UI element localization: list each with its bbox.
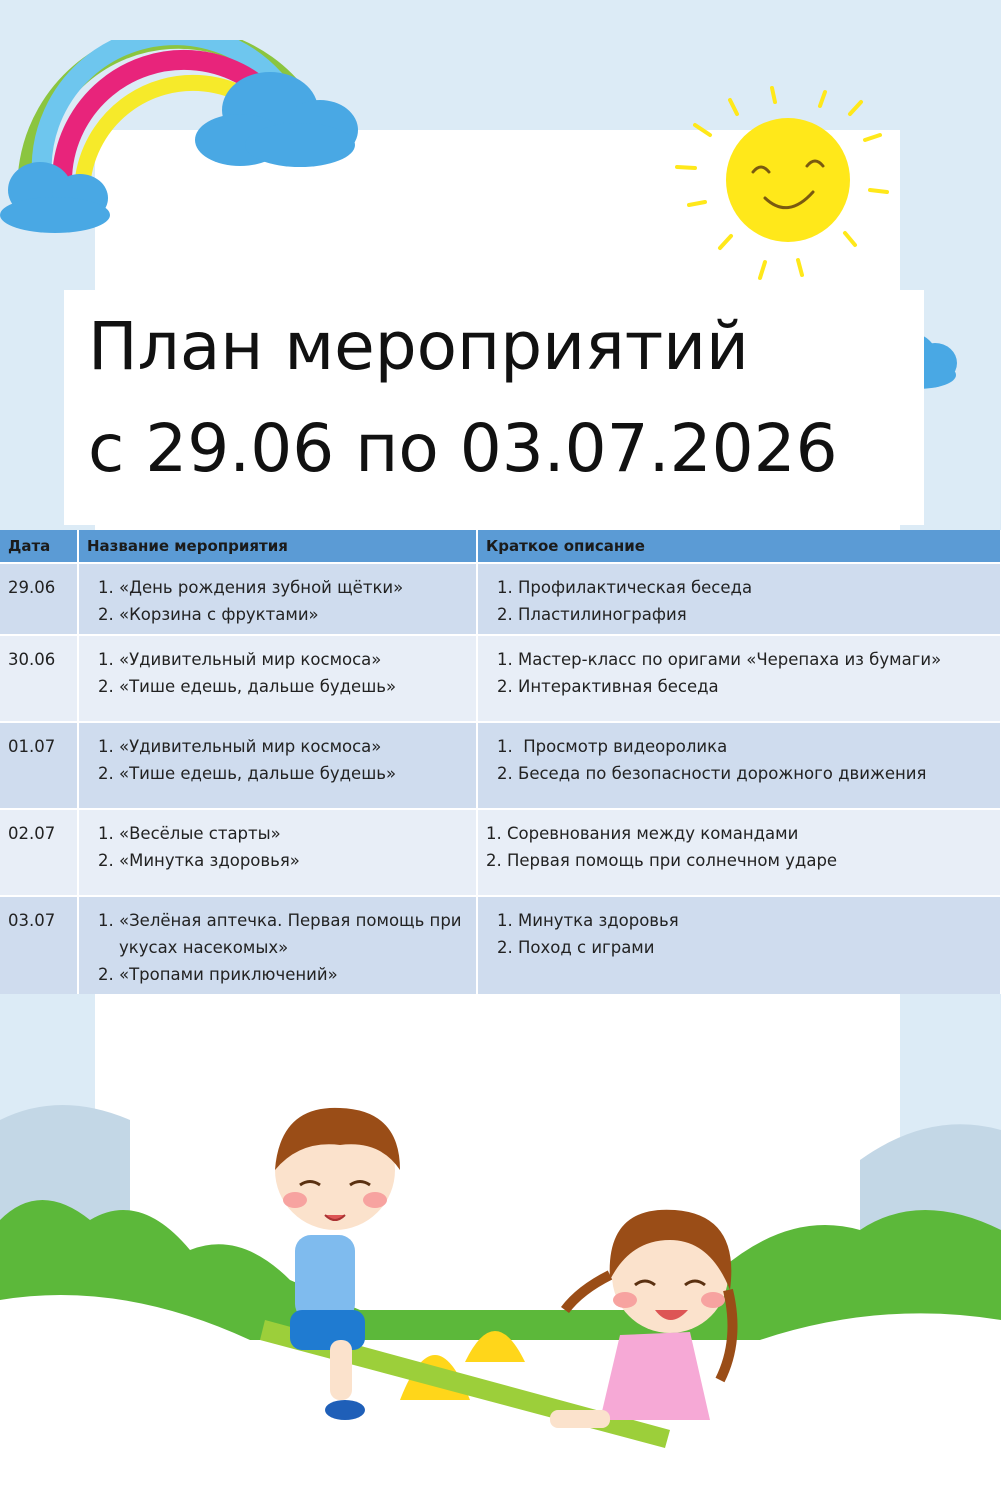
list-item: 2. Интерактивная беседа xyxy=(518,673,992,700)
page-title: План мероприятий xyxy=(88,308,749,385)
date-cell: 01.07 xyxy=(0,722,78,809)
event-list xyxy=(87,733,468,787)
list-item: 2. «Минутка здоровья» xyxy=(119,847,468,874)
list-item: 1. «Зелёная аптечка. Первая помощь при укусах насекомых» xyxy=(119,907,468,961)
column-header-date: Дата xyxy=(0,530,78,563)
column-header-event: Название мероприятия xyxy=(78,530,477,563)
event-cell xyxy=(78,809,477,896)
list-item: 2. «Тропами приключений» xyxy=(119,961,468,988)
table-row xyxy=(0,635,1001,722)
description-cell xyxy=(477,896,1001,994)
list-item: 2. Пластилинография xyxy=(518,601,992,628)
children-on-seesaw-illustration xyxy=(250,1100,770,1460)
list-item: 2. Первая помощь при солнечном ударе xyxy=(486,851,838,870)
list-item: 1. «День рождения зубной щётки» xyxy=(119,574,468,601)
list-item: 1. Просмотр видеоролика xyxy=(518,733,992,760)
description-list xyxy=(486,820,992,874)
list-item: 1. Мастер-класс по оригами «Черепаха из бумаги» xyxy=(518,646,992,673)
list-item: 1. Профилактическая беседа xyxy=(518,574,992,601)
date-cell: 03.07 xyxy=(0,896,78,994)
event-cell xyxy=(78,722,477,809)
event-cell xyxy=(78,563,477,635)
event-cell xyxy=(78,896,477,994)
events-table xyxy=(0,530,1001,994)
column-header-description: Краткое описание xyxy=(477,530,1001,563)
rainbow-icon xyxy=(0,40,370,240)
date-cell: 02.07 xyxy=(0,809,78,896)
table-header-row xyxy=(0,530,1001,563)
list-item: 2. Поход с играми xyxy=(518,934,992,961)
list-item: 2. «Корзина с фруктами» xyxy=(119,601,468,628)
list-item: 1. Минутка здоровья xyxy=(518,907,992,934)
description-cell xyxy=(477,563,1001,635)
event-list xyxy=(87,646,468,700)
list-item: 2. «Тише едешь, дальше будешь» xyxy=(119,760,468,787)
date-cell: 29.06 xyxy=(0,563,78,635)
table-row xyxy=(0,896,1001,994)
description-cell xyxy=(477,809,1001,896)
page-subtitle-dates: с 29.06 по 03.07.2026 xyxy=(88,410,838,487)
list-item: 1. Соревнования между командами xyxy=(486,824,799,843)
date-cell: 30.06 xyxy=(0,635,78,722)
list-item: 1. «Удивительный мир космоса» xyxy=(119,733,468,760)
event-cell xyxy=(78,635,477,722)
event-list xyxy=(87,574,468,628)
list-item: 1. «Весёлые старты» xyxy=(119,820,468,847)
description-cell xyxy=(477,722,1001,809)
list-item: 1. «Удивительный мир космоса» xyxy=(119,646,468,673)
table-row xyxy=(0,809,1001,896)
description-list xyxy=(486,907,992,961)
sun-icon xyxy=(665,80,900,290)
description-cell xyxy=(477,635,1001,722)
list-item: 2. «Тише едешь, дальше будешь» xyxy=(119,673,468,700)
description-list xyxy=(486,574,992,628)
event-list xyxy=(87,907,468,988)
description-list xyxy=(486,733,992,787)
description-list xyxy=(486,646,992,700)
table-row xyxy=(0,722,1001,809)
list-item: 2. Беседа по безопасности дорожного движения xyxy=(518,760,992,787)
table-row xyxy=(0,563,1001,635)
event-list xyxy=(87,820,468,874)
